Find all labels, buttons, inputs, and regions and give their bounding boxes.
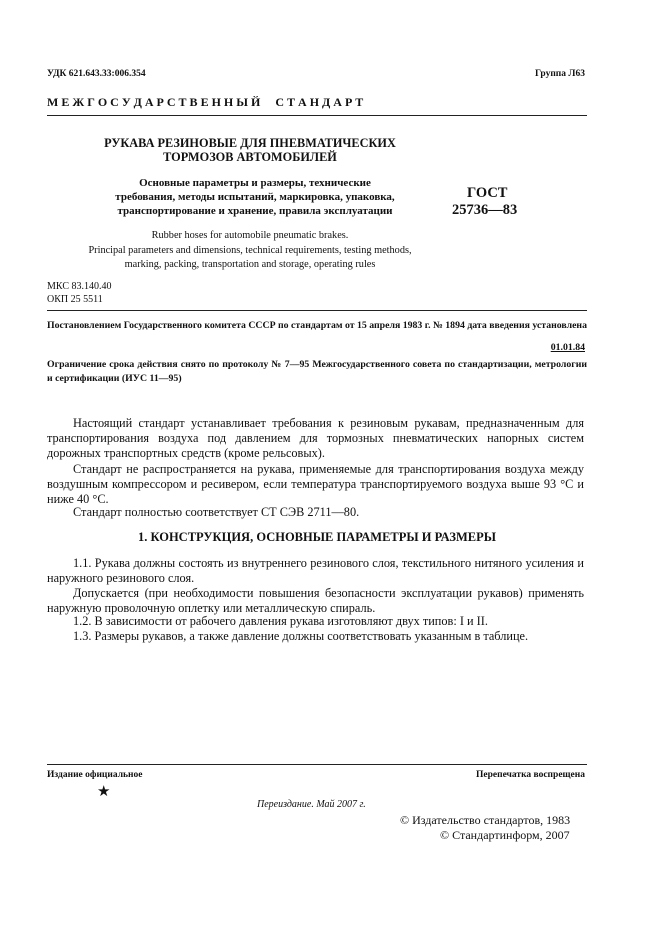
clause-1-3: 1.3. Размеры рукавов, а также давление должны соответствовать указанным в таблице. — [73, 629, 529, 643]
subtitle-line-1: Основные параметры и размеры, технические — [139, 177, 371, 189]
clause-1-1-addendum: Допускается (при необходимости повышения безопасности эксплуатации рукавов) применять наружную проволочную оплетку или металлическую спираль. — [47, 586, 584, 616]
intro-paragraph-3: Стандарт полностью соответствует СТ СЭВ 2711—80. — [73, 505, 360, 519]
copyright-1983: © Издательство стандартов, 1983 — [400, 813, 571, 827]
clause-1-1: 1.1. Рукава должны состоять из внутреннего резинового слоя, текстильного нитяного усиления и наружного резинового слоя. — [47, 556, 584, 586]
copyright-2007: © Стандартинформ, 2007 — [440, 828, 570, 842]
gost-number: 25736—83 — [452, 202, 518, 218]
decree-text: Постановлением Государственного комитета СССР по стандартам от 15 апреля 1983 г. № 1894 дата введения установлена — [47, 320, 587, 331]
clause-1-2: 1.2. В зависимости от рабочего давления рукава изготовляют двух типов: I и II. — [73, 614, 488, 628]
subtitle-line-2: требования, методы испытаний, маркировка, упаковка, — [115, 190, 395, 203]
gost-label: ГОСТ — [467, 185, 508, 201]
header-rule — [47, 115, 587, 116]
classification-codes — [47, 280, 111, 306]
codes-rule — [47, 310, 587, 311]
footer-rule — [47, 764, 587, 765]
gost-block — [452, 185, 517, 219]
republish-note: Переиздание. Май 2007 г. — [257, 799, 366, 810]
mks-code: МКС 83.140.40 — [47, 281, 112, 292]
copyright-block — [400, 813, 570, 843]
english-title-line-1: Rubber hoses for automobile pneumatic brakes. — [151, 230, 349, 241]
intro-paragraph-1: Настоящий стандарт устанавливает требования к резиновым рукавам, предназначенным для транспортирования воздуха под давлением для тормозных пневматических напорных систем дорожных транспортных средств (кроме рельсовых). — [47, 416, 584, 461]
english-title — [60, 229, 440, 273]
title-line-1: РУКАВА РЕЗИНОВЫЕ ДЛЯ ПНЕВМАТИЧЕСКИХ — [104, 136, 396, 150]
section-1-heading: 1. КОНСТРУКЦИЯ, ОСНОВНЫЕ ПАРАМЕТРЫ И РАЗМЕРЫ — [137, 530, 497, 544]
introduction-date: 01.01.84 — [550, 342, 585, 353]
okp-code: ОКП 25 5511 — [47, 294, 103, 305]
reprint-label: Перепечатка воспрещена — [475, 770, 585, 780]
title-line-2: ТОРМОЗОВ АВТОМОБИЛЕЙ — [163, 150, 337, 164]
limit-removal-text: Ограничение срока действия снято по протоколу № 7—95 Межгосударственного совета по стандартизации, метрологии и сертификации (ИУС 11—95) — [47, 359, 587, 384]
udk-code: УДК 621.643.33:006.354 — [47, 69, 146, 79]
title-block — [80, 136, 420, 164]
edition-label: Издание официальное — [47, 770, 143, 780]
subtitle-line-3: транспортирование и хранение, правила эксплуатации — [117, 204, 393, 217]
group-code: Группа Л63 — [534, 69, 585, 79]
star-icon: ★ — [97, 784, 111, 800]
standard-type: М Е Ж Г О С У Д А Р С Т В Е Н Н Ы Й С Т А Н Д А Р Т — [47, 95, 364, 109]
intro-paragraph-2: Стандарт не распространяется на рукава, применяемые для транспортирования воздуха между воздушным компрессором и ресивером, если температура транспортируемого воздуха выше 93 °С и ниже 40 °С. — [47, 462, 584, 507]
subtitle-block — [90, 177, 420, 218]
english-title-line-2: Principal parameters and dimensions, technical requirements, testing methods, — [88, 244, 412, 256]
english-title-line-3: marking, packing, transportation and storage, operating rules — [124, 259, 376, 270]
